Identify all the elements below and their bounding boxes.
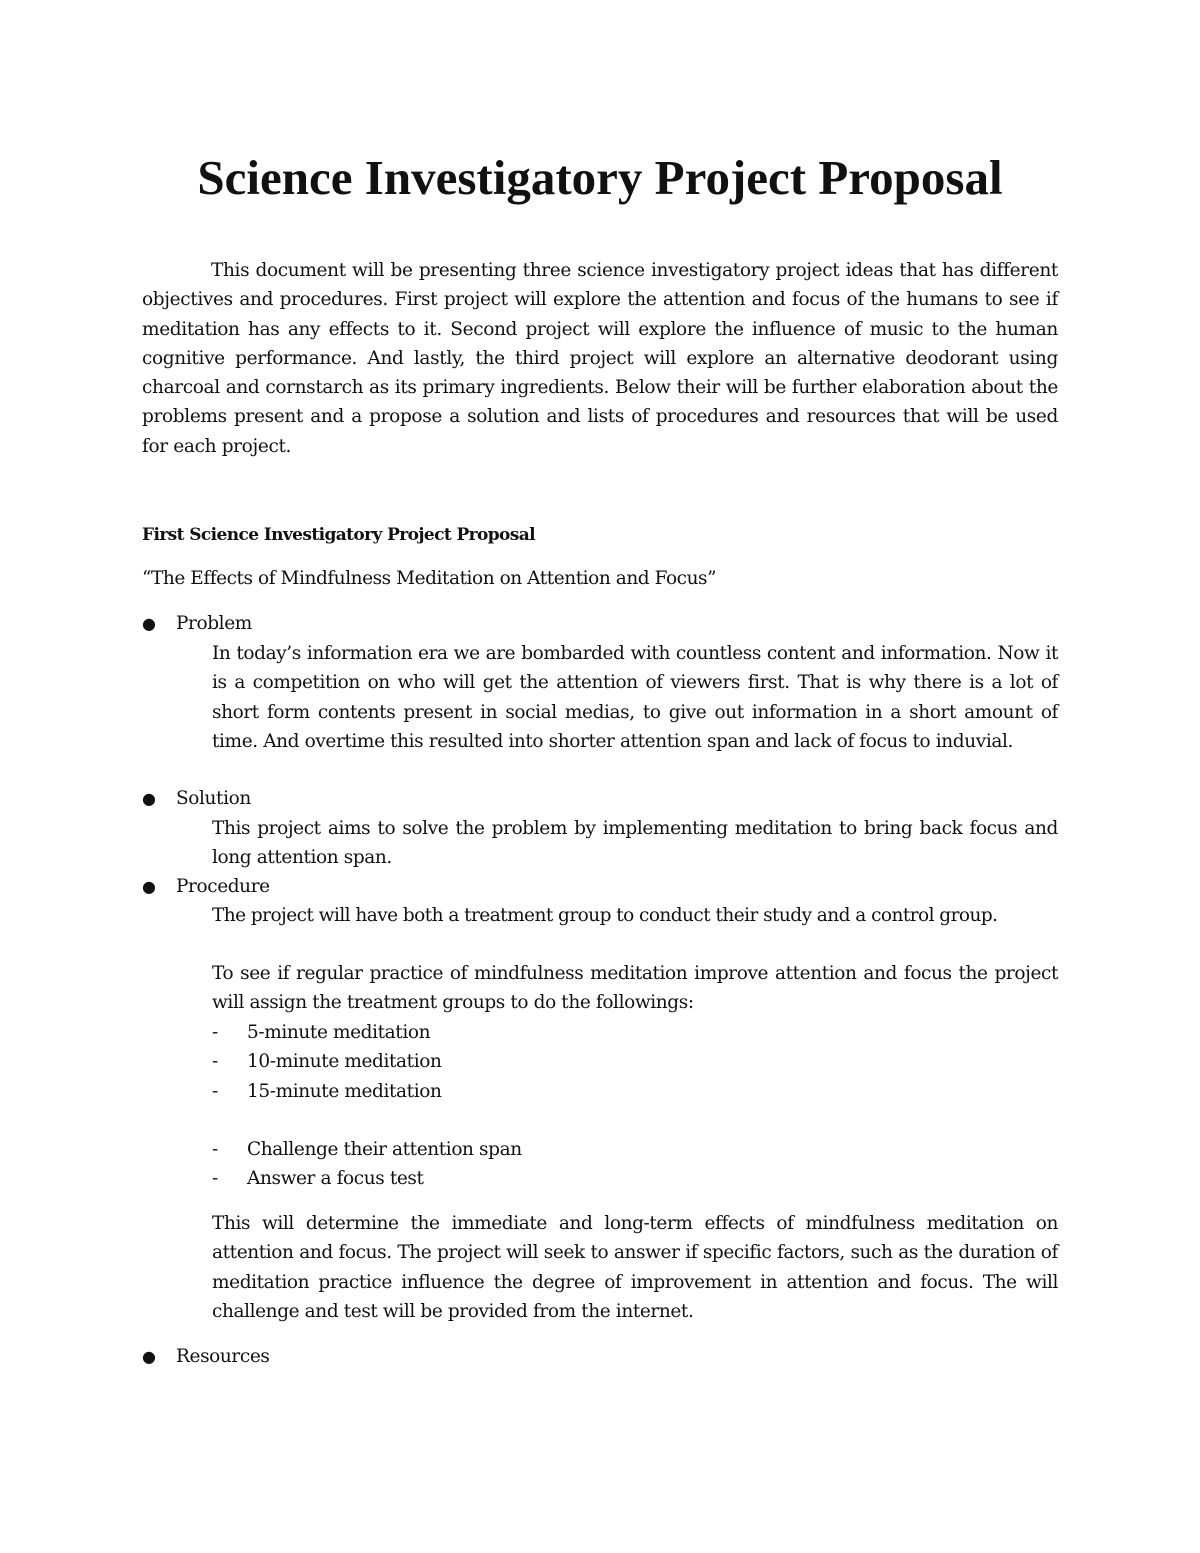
dash-marker: - xyxy=(212,1080,218,1102)
bullet-label-resources: Resources xyxy=(176,1346,270,1367)
bullet-icon: ● xyxy=(142,877,156,896)
intro-paragraph: This document will be presenting three science investigatory project ideas that has different objectives and procedures. First project will explore the attention and focus of the humans to see if meditation has any effects to it. Second project will explore the influence of music to the human cognitive performance. And lastly, the third project will explore an alternative deodorant using charcoal and cornstarch as its primary ingredients. Below their will be further elaboration about the problems present and a propose a solution and lists of procedures and resources that will be used for each project. xyxy=(142,260,1058,457)
bullet-icon: ● xyxy=(142,614,156,633)
task-list xyxy=(212,1135,1058,1194)
list-item xyxy=(212,1018,1058,1047)
list-item xyxy=(212,1164,1058,1193)
dash-marker: - xyxy=(212,1022,218,1043)
list-item-text: 5-minute meditation xyxy=(247,1022,431,1043)
project-title: “The Effects of Mindfulness Meditation on Attention and Focus” xyxy=(142,568,717,589)
bullet-icon: ● xyxy=(142,789,156,808)
list-item-text: Challenge their attention span xyxy=(247,1139,522,1160)
meditation-duration-list xyxy=(212,1018,1058,1106)
document-title: Science Investigatory Project Proposal xyxy=(197,150,1003,205)
section-heading: First Science Investigatory Project Proposal xyxy=(142,525,536,545)
bullet-icon: ● xyxy=(142,1347,156,1366)
bullet-label-problem: Problem xyxy=(176,613,252,634)
list-item xyxy=(212,1047,1058,1076)
dash-marker: - xyxy=(212,1139,218,1160)
bullet-label-solution: Solution xyxy=(176,788,251,809)
list-item xyxy=(212,1077,1058,1106)
procedure-text-3: This will determine the immediate and long-term effects of mindfulness meditation on attention and focus. The project will seek to answer if specific factors, such as the duration of meditation practice influence the degree of improvement in attention and focus. The will challenge and test will be provided from the internet. xyxy=(212,1213,1058,1322)
list-item-text: Answer a focus test xyxy=(247,1168,424,1190)
dash-marker: - xyxy=(212,1051,218,1073)
procedure-text-2: To see if regular practice of mindfulness meditation improve attention and focus the project will assign the treatment groups to do the followings: xyxy=(212,963,1058,1014)
list-item-text: 15-minute meditation xyxy=(247,1080,442,1102)
problem-text: In today’s information era we are bombarded with countless content and information. Now it is a competition on who will get the attention of viewers first. That is why there is a lot of short form contents present in social medias, to give out information in a short amount of time. And overtime this resulted into shorter attention span and lack of focus to induvial. xyxy=(212,643,1058,752)
list-item xyxy=(212,1135,1058,1164)
solution-text: This project aims to solve the problem by implementing meditation to bring back focus and long attention span. xyxy=(212,818,1058,869)
bullet-label-procedure: Procedure xyxy=(176,876,270,897)
list-item-text: 10-minute meditation xyxy=(247,1051,442,1073)
procedure-text-1: The project will have both a treatment group to conduct their study and a control group. xyxy=(212,905,998,926)
dash-marker: - xyxy=(212,1168,218,1190)
